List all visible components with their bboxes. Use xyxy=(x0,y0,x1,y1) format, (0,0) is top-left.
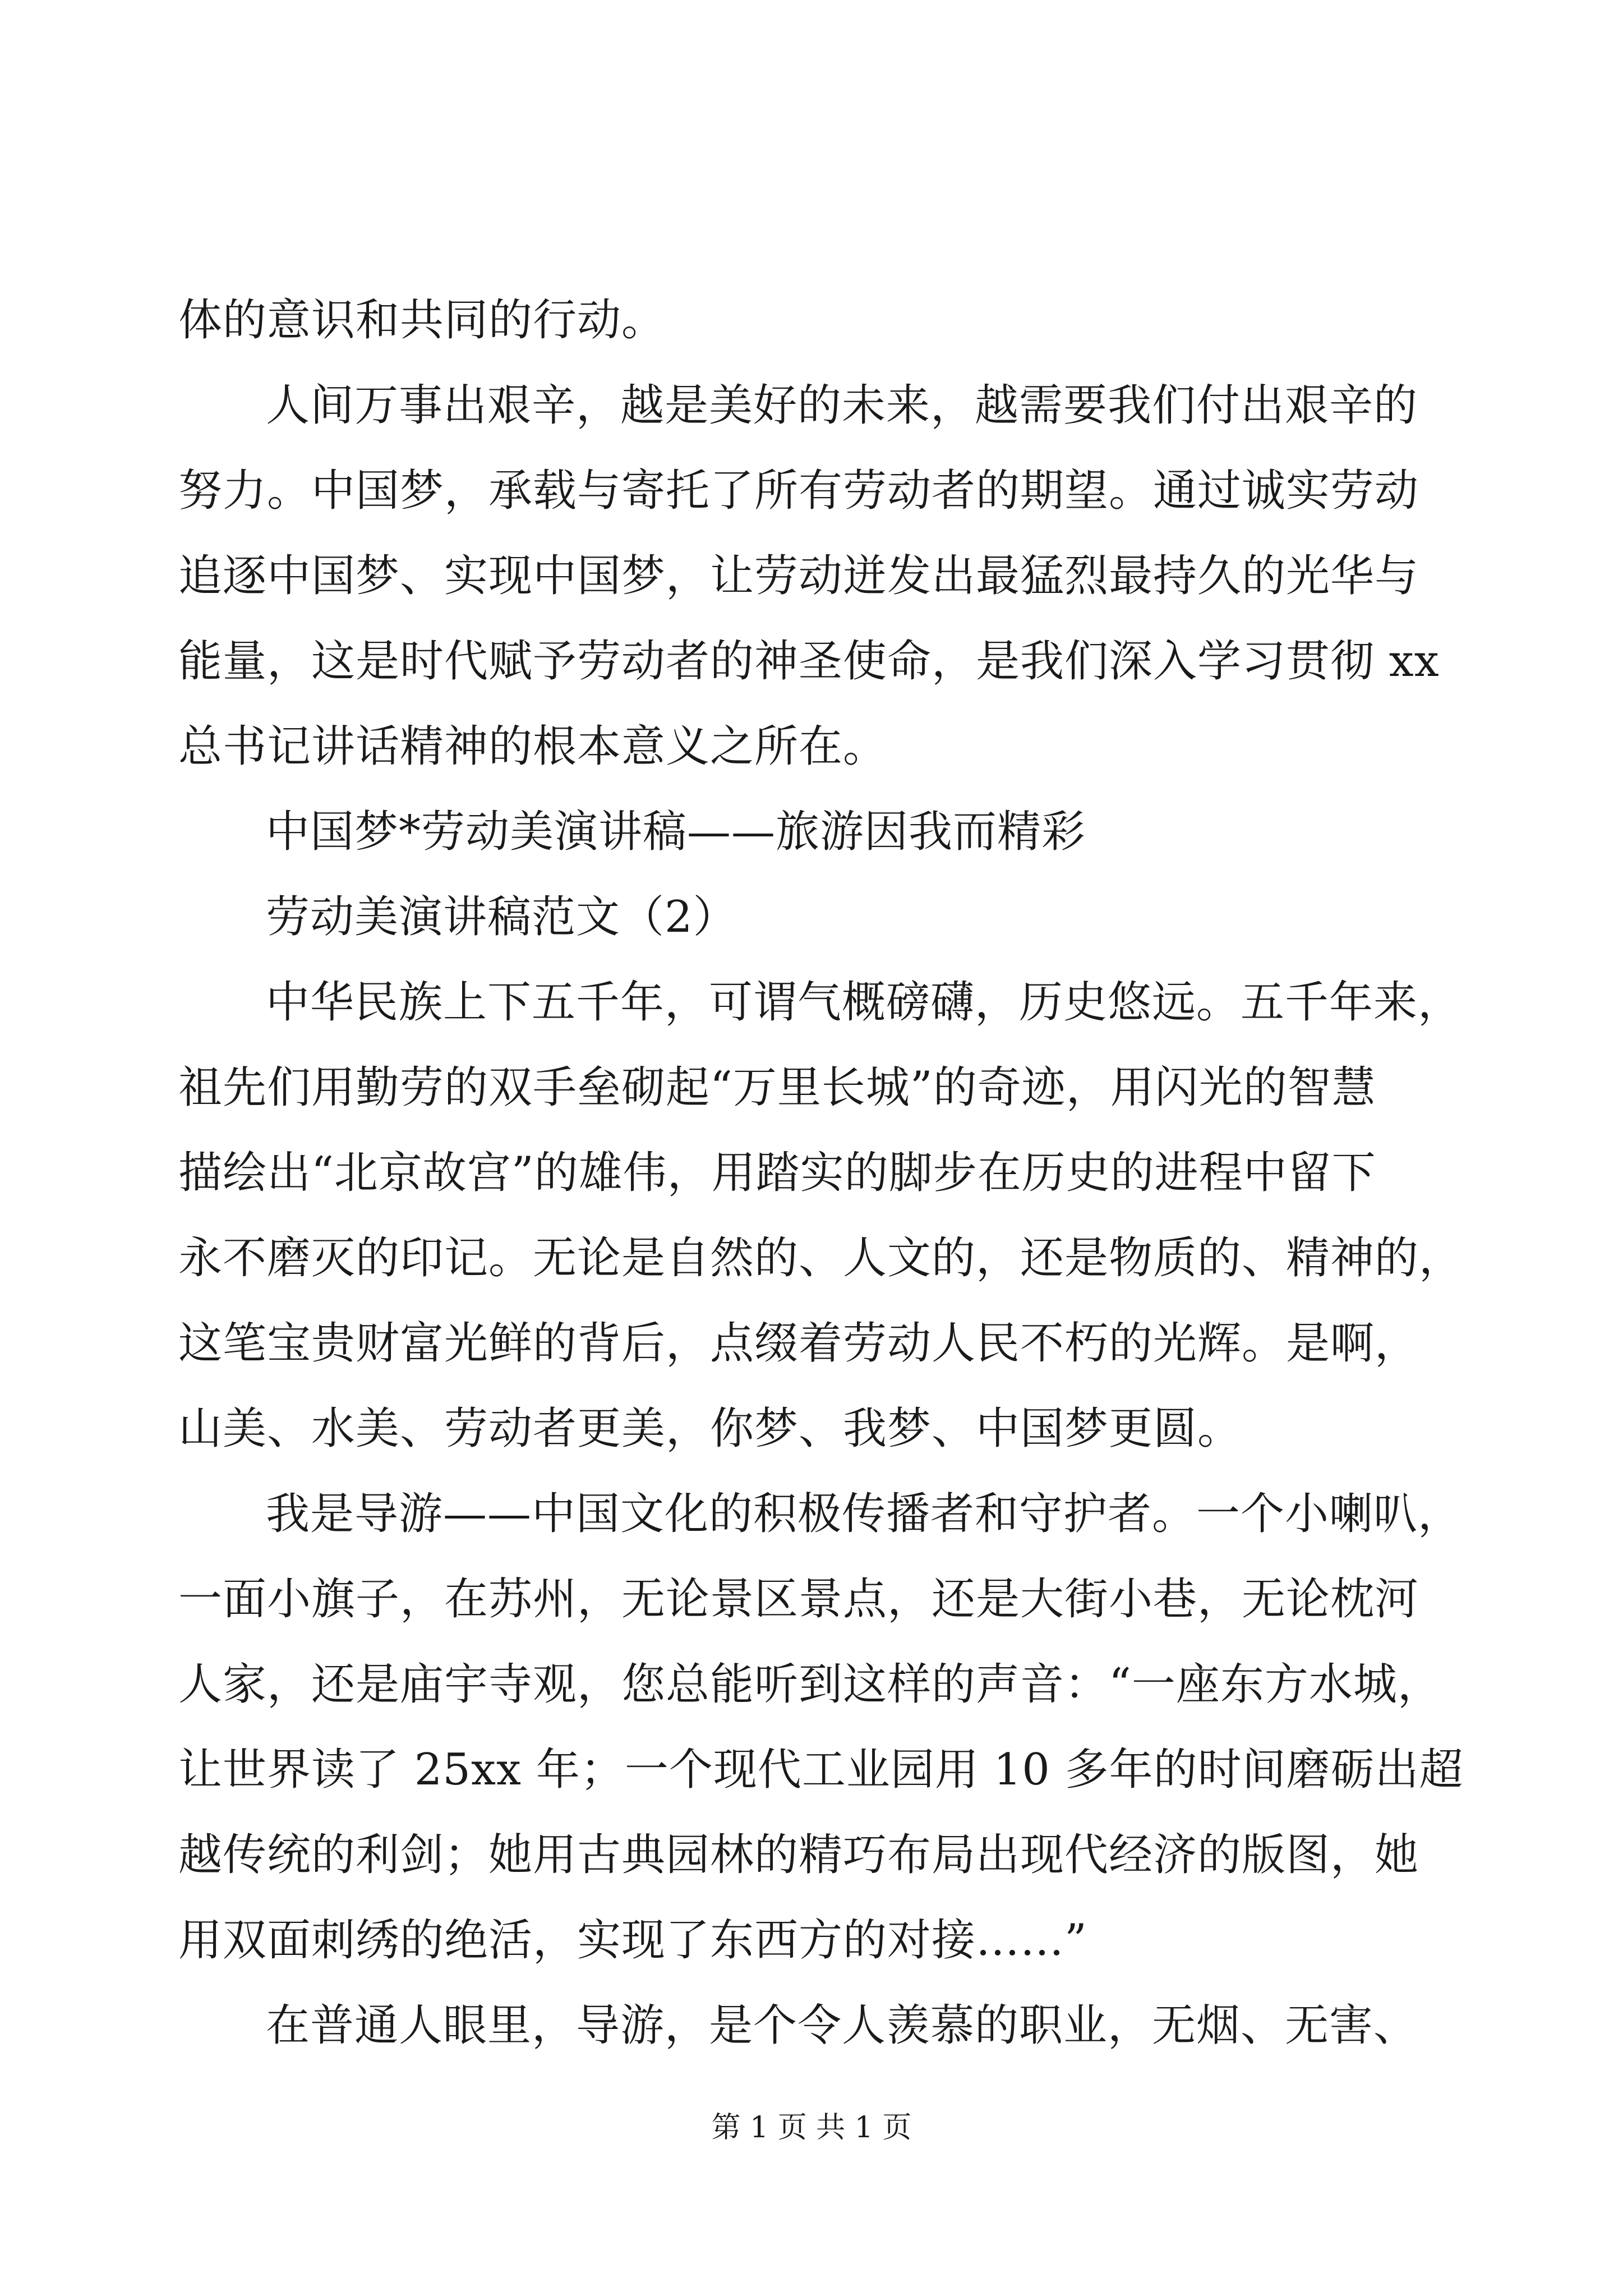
text-line: 山美、水美、劳动者更美，你梦、我梦、中国梦更圆。 xyxy=(178,1404,1242,1454)
text-line: 我是导游——中国文化的积极传播者和守护者。一个小喇叭， xyxy=(266,1489,1463,1539)
text-line: 能量，这是时代赋予劳动者的神圣使命，是我们深入学习贯彻 xx xyxy=(178,636,1440,687)
text-line: 体的意识和共同的行动。 xyxy=(178,295,666,346)
page-footer xyxy=(0,2104,1623,2146)
section-title: 中国梦*劳动美演讲稿——旅游因我而精彩 xyxy=(266,807,1086,857)
section-subtitle: 劳动美演讲稿范文（2） xyxy=(266,892,737,942)
document-body xyxy=(178,278,1464,2068)
text-line: 永不磨灭的印记。无论是自然的、人文的，还是物质的、精神的， xyxy=(178,1233,1464,1283)
text-line: 追逐中国梦、实现中国梦，让劳动迸发出最猛烈最持久的光华与 xyxy=(178,551,1419,601)
text-line: 描绘出“北京故宫”的雄伟，用踏实的脚步在历史的进程中留下 xyxy=(178,1148,1376,1198)
text-line: 中华民族上下五千年，可谓气概磅礴，历史悠远。五千年来， xyxy=(266,977,1463,1028)
page-number-label: 第 1 页 共 1 页 xyxy=(711,2111,912,2145)
text-line: 人间万事出艰辛，越是美好的未来，越需要我们付出艰辛的 xyxy=(266,380,1418,431)
text-line: 用双面刺绣的绝活，实现了东西方的对接……” xyxy=(178,1915,1087,1966)
text-line: 让世界读了 25xx 年；一个现代工业园用 10 多年的时间磨砺出超 xyxy=(178,1745,1464,1795)
text-line: 在普通人眼里，导游，是个令人羡慕的职业，无烟、无害、 xyxy=(266,2000,1418,2051)
text-line: 人家，还是庙宇寺观，您总能听到这样的声音：“一座东方水城， xyxy=(178,1659,1442,1710)
text-line: 一面小旗子，在苏州，无论景区景点，还是大街小巷，无论枕河 xyxy=(178,1574,1419,1625)
text-line: 越传统的利剑；她用古典园林的精巧布局出现代经济的版图，她 xyxy=(178,1830,1419,1880)
text-line: 总书记讲话精神的根本意义之所在。 xyxy=(178,721,888,772)
text-line: 这笔宝贵财富光鲜的背后，点缀着劳动人民不朽的光辉。是啊， xyxy=(178,1318,1419,1369)
text-line: 祖先们用勤劳的双手垒砌起“万里长城”的奇迹，用闪光的智慧 xyxy=(178,1062,1376,1113)
text-line: 努力。中国梦，承载与寄托了所有劳动者的期望。通过诚实劳动 xyxy=(178,466,1419,516)
